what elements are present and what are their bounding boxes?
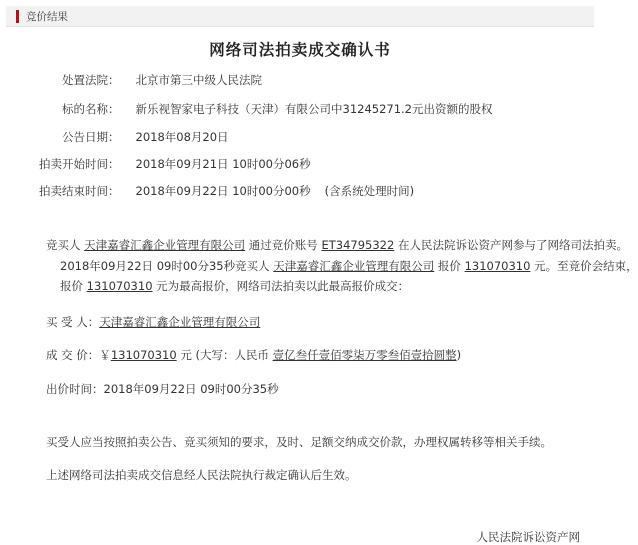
bid-price: 131070310 bbox=[464, 259, 531, 273]
section-title: 竞价结果 bbox=[26, 11, 68, 23]
field-value: 北京市第三中级人民法院 bbox=[135, 73, 262, 87]
field-colon: ： bbox=[108, 130, 120, 144]
text-fragment: 元。至竞价会结束， bbox=[530, 259, 638, 273]
field-label: 拍卖开始时间 bbox=[39, 157, 108, 171]
text-fragment: 报价 bbox=[434, 259, 465, 273]
bid-time-row bbox=[46, 380, 279, 398]
document-title: 网络司法拍卖成交确认书 bbox=[209, 41, 391, 59]
bid-time-value: 2018年09月22日 09时00分35秒 bbox=[103, 382, 279, 396]
field-start-time bbox=[30, 155, 311, 173]
paragraph-line-3 bbox=[60, 277, 409, 295]
section-accent-bar bbox=[16, 10, 19, 23]
field-label: 拍卖结束时间 bbox=[39, 184, 108, 198]
buyer-label: 买 受 人： bbox=[46, 315, 100, 329]
field-label: 标的名称 bbox=[62, 102, 108, 116]
field-announce-date bbox=[30, 128, 229, 146]
field-value: 2018年09月22日 10时00分00秒 bbox=[135, 184, 311, 198]
final-price: 131070310 bbox=[110, 348, 177, 362]
paragraph-line-1 bbox=[46, 236, 628, 254]
field-colon: ： bbox=[108, 184, 120, 198]
notice-line-1: 买受人应当按照拍卖公告、竞买须知的要求，及时、足额交纳成交价款，办理权属转移等相关手续。 bbox=[46, 435, 552, 449]
field-note: (含系统处理时间) bbox=[324, 184, 415, 198]
highest-price: 131070310 bbox=[86, 279, 153, 293]
account-number: ET34795322 bbox=[321, 238, 395, 252]
notice-line-2: 上述网络司法拍卖成交信息经人民法院执行裁定确认后生效。 bbox=[46, 468, 357, 482]
field-colon: ： bbox=[108, 73, 120, 87]
field-value: 2018年09月21日 10时00分06秒 bbox=[135, 157, 311, 171]
field-subject bbox=[30, 100, 493, 118]
issuer-signature: 人民法院诉讼资产网 bbox=[476, 530, 580, 544]
text-fragment: 竞买人 bbox=[235, 259, 274, 273]
price-label: 成 交 价：￥ bbox=[46, 348, 111, 362]
field-court bbox=[30, 71, 262, 89]
field-value: 新乐视智家电子科技（天津）有限公司中31245271.2元出资额的股权 bbox=[135, 102, 493, 116]
text-fragment: 竞买人 bbox=[46, 238, 85, 252]
bid-time: 2018年09月22日 09时00分35秒 bbox=[60, 259, 236, 273]
field-label: 公告日期 bbox=[62, 130, 108, 144]
section-header bbox=[6, 6, 594, 27]
buyer-name: 天津嘉睿汇鑫企业管理有限公司 bbox=[99, 315, 261, 329]
field-label: 处置法院 bbox=[62, 73, 108, 87]
field-end-time bbox=[30, 182, 414, 200]
buyer-row bbox=[46, 313, 260, 331]
text-fragment: 报价 bbox=[60, 279, 87, 293]
paragraph-line-2 bbox=[60, 257, 638, 275]
field-value: 2018年08月20日 bbox=[135, 130, 229, 144]
field-colon: ： bbox=[108, 102, 120, 116]
text-fragment: ) bbox=[456, 348, 462, 362]
text-fragment: 在人民法院诉讼资产网参与了网络司法拍卖。 bbox=[394, 238, 628, 252]
field-colon: ： bbox=[108, 157, 120, 171]
text-fragment: 通过竞价账号 bbox=[245, 238, 322, 252]
text-fragment: 元 (大写：人民币 bbox=[176, 348, 273, 362]
price-row bbox=[46, 346, 461, 364]
text-fragment: 元为最高报价，网络司法拍卖以此最高报价成交： bbox=[152, 279, 410, 293]
buyer-name: 天津嘉睿汇鑫企业管理有限公司 bbox=[84, 238, 246, 252]
buyer-name: 天津嘉睿汇鑫企业管理有限公司 bbox=[273, 259, 435, 273]
bid-time-label: 出价时间： bbox=[46, 382, 104, 396]
price-in-words: 壹亿叁仟壹佰零柒万零叁佰壹拾圆整 bbox=[272, 348, 457, 362]
